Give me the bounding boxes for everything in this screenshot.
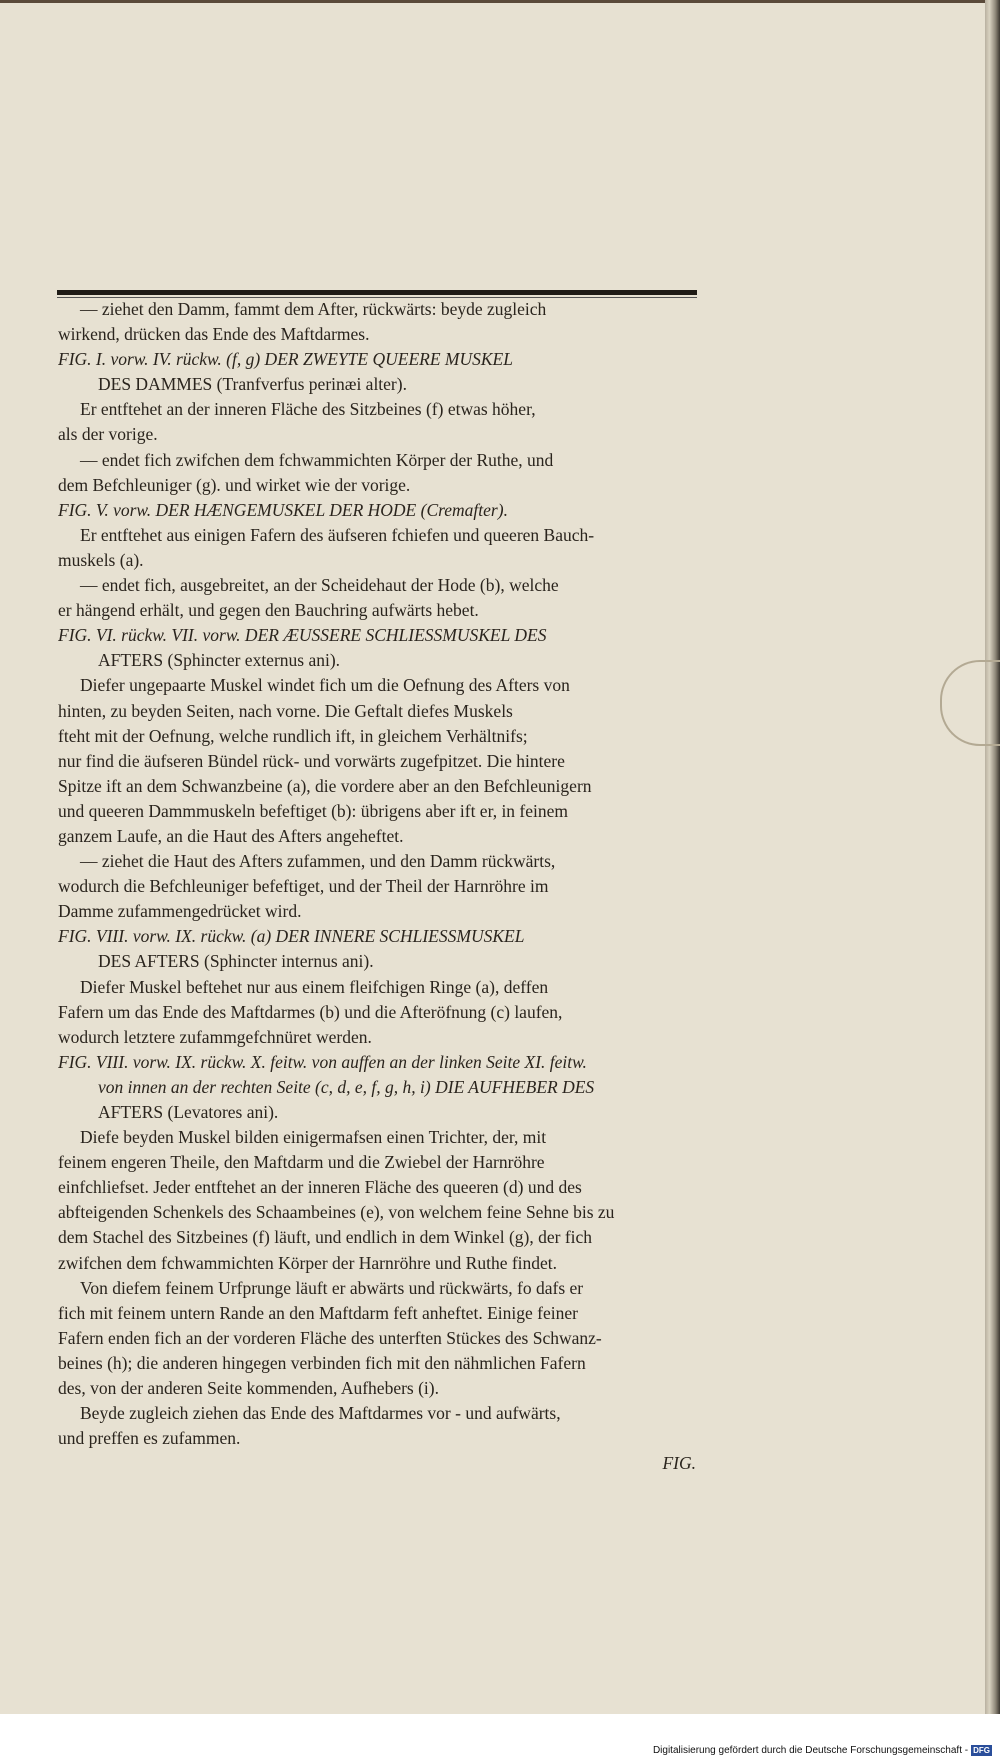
- dfg-logo: DFG: [973, 1746, 990, 1755]
- text-line: AFTERS (Sphincter externus ani).: [98, 650, 341, 671]
- text-line: Beyde zugleich ziehen das Ende des Maftdarmes vor - und aufwärts,: [80, 1403, 561, 1424]
- page-text: [58, 297, 706, 1476]
- text-line: Er entftehet aus einigen Fafern des äufseren fchiefen und queeren Bauch-: [80, 524, 595, 545]
- text-line: Diefer ungepaarte Muskel windet fich um die Oefnung des Afters von: [80, 675, 570, 696]
- text-line: Fafern um das Ende des Maftdarmes (b) und die Afteröfnung (c) laufen,: [58, 1001, 563, 1022]
- text-line: wirkend, drücken das Ende des Maftdarmes.: [58, 324, 370, 345]
- text-line: als der vorige.: [58, 424, 158, 445]
- text-line: FIG. VIII. vorw. IX. rückw. X. feitw. von auffen an der linken Seite XI. feitw.: [58, 1051, 587, 1072]
- page-edge: [985, 0, 1000, 1714]
- text-line: muskels (a).: [58, 549, 144, 570]
- text-line: Diefe beyden Muskel bilden einigermafsen einen Trichter, der, mit: [80, 1127, 547, 1148]
- text-line: feinem engeren Theile, den Maftdarm und die Zwiebel der Harnröhre: [58, 1152, 545, 1173]
- text-line: einfchliefset. Jeder entftehet an der inneren Fläche des queeren (d) und des: [58, 1177, 582, 1198]
- text-line: hinten, zu beyden Seiten, nach vorne. Die Geftalt diefes Muskels: [58, 700, 513, 721]
- text-line: dem Befchleuniger (g). und wirket wie der vorige.: [58, 474, 411, 495]
- text-line: DES AFTERS (Sphincter internus ani).: [98, 951, 374, 972]
- text-line: FIG. V. vorw. DER HÆNGEMUSKEL DER HODE (Cremafter).: [58, 499, 508, 520]
- text-line: FIG. VI. rückw. VII. vorw. DER ÆUSSERE SCHLIESSMUSKEL DES: [58, 625, 547, 646]
- text-line: er hängend erhält, und gegen den Bauchring aufwärts hebet.: [58, 600, 479, 621]
- text-line: FIG. VIII. vorw. IX. rückw. (a) DER INNERE SCHLIESSMUSKEL: [58, 926, 525, 947]
- text-line: zwifchen dem fchwammichten Körper der Harnröhre und Ruthe findet.: [58, 1252, 558, 1273]
- text-line: des, von der anderen Seite kommenden, Aufhebers (i).: [58, 1378, 439, 1399]
- text-line: fich mit feinem untern Rande an den Maftdarm feft anheftet. Einige feiner: [58, 1302, 578, 1323]
- text-line: Von diefem feinem Urfprunge läuft er abwärts und rückwärts, fo dafs er: [80, 1277, 584, 1298]
- text-line: Damme zufammengedrücket wird.: [58, 901, 302, 922]
- digitization-credit: [653, 1744, 992, 1757]
- text-line: wodurch die Befchleuniger befeftiget, und der Theil der Harnröhre im: [58, 876, 549, 897]
- text-line: und preffen es zufammen.: [58, 1428, 241, 1449]
- text-line: beines (h); die anderen hingegen verbinden fich mit den nähmlichen Fafern: [58, 1352, 586, 1373]
- text-line: und queeren Dammmuskeln befeftiget (b): übrigens aber ift er, in feinem: [58, 800, 569, 821]
- header-rule: [57, 290, 697, 295]
- text-line: AFTERS (Levatores ani).: [98, 1102, 279, 1122]
- text-line: Er entftehet an der inneren Fläche des Sitzbeines (f) etwas höher,: [80, 399, 536, 420]
- text-line: wodurch letztere zufammgefchnüret werden.: [58, 1026, 372, 1047]
- text-line: — endet fich zwifchen dem fchwammichten Körper der Ruthe, und: [80, 449, 554, 470]
- catchword: FIG.: [662, 1453, 696, 1474]
- text-line: DES DAMMES (Tranfverfus perinæi alter).: [98, 374, 407, 395]
- text-line: abfteigenden Schenkels des Schaambeines (e), von welchem feine Sehne bis zu: [58, 1202, 615, 1223]
- text-line: fteht mit der Oefnung, welche rundlich ift, in gleichem Verhältnifs;: [58, 725, 528, 746]
- text-line: FIG. I. vorw. IV. rückw. (f, g) DER ZWEYTE QUEERE MUSKEL: [58, 349, 513, 370]
- text-line: dem Stachel des Sitzbeines (f) läuft, und endlich in dem Winkel (g), der fich: [58, 1227, 593, 1248]
- text-line: von innen an der rechten Seite (c, d, e, f, g, h, i) DIE AUFHEBER DES: [98, 1076, 595, 1097]
- credit-text: Digitalisierung gefördert durch die Deutsche Forschungsgemeinschaft -: [652, 1745, 969, 1756]
- text-line: — endet fich, ausgebreitet, an der Scheidehaut der Hode (b), welche: [80, 575, 559, 596]
- text-line: Fafern enden fich an der vorderen Fläche des unterften Stückes des Schwanz-: [58, 1327, 602, 1348]
- text-line: nur find die äufseren Bündel rück- und vorwärts zugefpitzet. Die hintere: [58, 750, 565, 771]
- text-line: ganzem Laufe, an die Haut des Afters angeheftet.: [58, 825, 404, 846]
- text-line: Diefer Muskel beftehet nur aus einem fleifchigen Ringe (a), deffen: [80, 976, 549, 997]
- text-line: Spitze ift an dem Schwanzbeine (a), die vordere aber an den Befchleunigern: [58, 775, 592, 796]
- text-line: — ziehet die Haut des Afters zufammen, und den Damm rückwärts,: [80, 851, 556, 872]
- text-line: — ziehet den Damm, fammt dem After, rückwärts: beyde zugleich: [80, 299, 547, 319]
